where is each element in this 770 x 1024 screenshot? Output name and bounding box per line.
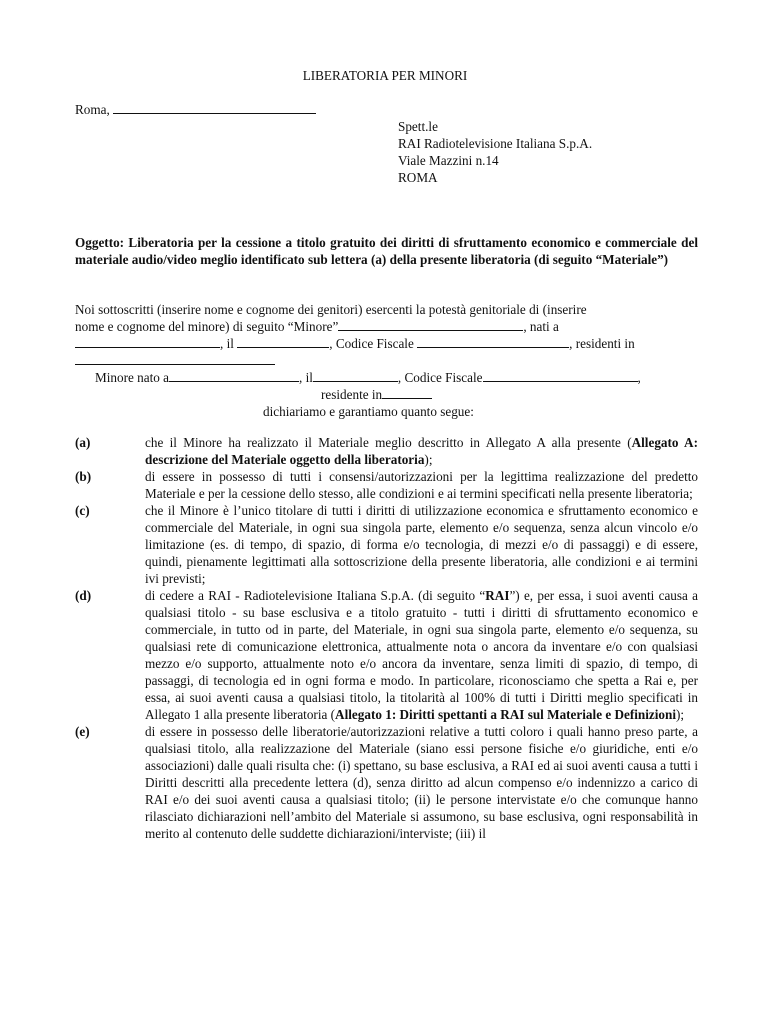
intro-line-4 bbox=[75, 352, 698, 369]
list-item bbox=[75, 434, 698, 468]
place-date-line bbox=[75, 101, 316, 118]
place-label: Roma, bbox=[75, 102, 110, 117]
item-text-part: che il Minore ha realizzato il Materiale meglio descritto in Allegato A alla presente ( bbox=[145, 435, 632, 450]
recipient-line: ROMA bbox=[398, 170, 438, 185]
item-text-part: ); bbox=[676, 707, 685, 722]
item-label: (d) bbox=[75, 588, 92, 603]
minor-born-label: Minore nato a bbox=[95, 370, 169, 385]
tax-code-blank bbox=[417, 335, 569, 348]
intro-line-6 bbox=[75, 386, 698, 403]
item-label: (a) bbox=[75, 435, 91, 450]
tax-code-label: , Codice Fiscale bbox=[329, 336, 414, 351]
item-text-part: di cedere a RAI - Radiotelevisione Italiana S.p.A. (di seguito “ bbox=[145, 588, 486, 603]
item-text-bold: RAI bbox=[485, 588, 510, 603]
item-label: (b) bbox=[75, 469, 92, 484]
date-label: , il bbox=[220, 336, 234, 351]
declarations-list bbox=[75, 434, 698, 842]
intro-line-2 bbox=[75, 318, 698, 335]
item-label: (c) bbox=[75, 503, 90, 518]
residence-label: , residenti in bbox=[569, 336, 635, 351]
recipient-line: Viale Mazzini n.14 bbox=[398, 153, 499, 168]
list-item bbox=[75, 468, 698, 502]
item-label: (e) bbox=[75, 724, 90, 739]
residence-blank bbox=[75, 352, 275, 365]
minor-name-blank bbox=[338, 318, 523, 331]
comma: , bbox=[637, 370, 641, 385]
birthdate-blank bbox=[237, 335, 329, 348]
item-text-bold: Allegato A: descrizione del Materiale oggetto della liberatoria bbox=[145, 435, 698, 467]
list-item bbox=[75, 587, 698, 723]
intro-line-1: Noi sottoscritti (inserire nome e cognome dei genitori) esercenti la potestà genitoriale di (inserire bbox=[75, 302, 587, 317]
item-text bbox=[145, 434, 698, 468]
document-title: LIBERATORIA PER MINORI bbox=[302, 68, 468, 83]
item-text: che il Minore è l’unico titolare di tutti i diritti di utilizzazione economica e sfruttamento economico e commerciale del Materiale, in ogni sua singola parte, elemento e/o sequenza, senza alcun vincolo e/o limitazione (es. di tempo, di spazio, di forma e/o tecnologia, di mezzi e/o di passaggi) e di essere, quindi, pienamente legittimati alla sottoscrizione della presente liberatoria, alle condizioni e ai termini ivi previsti; bbox=[145, 503, 698, 586]
list-item bbox=[75, 502, 698, 587]
intro-line-3 bbox=[75, 335, 698, 352]
recipient-line: Spett.le bbox=[398, 119, 438, 134]
item-text-bold: Allegato 1: Diritti spettanti a RAI sul Materiale e Definizioni bbox=[335, 707, 677, 722]
minor-birthplace-blank bbox=[169, 369, 299, 382]
item-text-part: ); bbox=[424, 452, 433, 467]
minor-tax-code-label: , Codice Fiscale bbox=[397, 370, 483, 385]
minor-tax-code-blank bbox=[483, 369, 638, 382]
minor-residence-label: residente in bbox=[321, 387, 383, 402]
item-text: di essere in possesso di tutti i consensi/autorizzazioni per la legittima realizzazione del predetto Materiale e per la cessione dello stesso, alle condizioni e ai termini specificati nella presente liberatoria; bbox=[145, 469, 698, 501]
date-blank bbox=[113, 101, 316, 114]
born-in-label: , nati a bbox=[523, 319, 559, 334]
declaration-intro: dichiariamo e garantiamo quanto segue: bbox=[263, 404, 474, 419]
subject: Oggetto: Liberatoria per la cessione a titolo gratuito dei diritti di sfruttamento economico e commerciale del materiale audio/video meglio identificato sub lettera (a) della presente liberatoria (di seguito “Materiale”) bbox=[75, 235, 698, 267]
intro-line-5 bbox=[75, 369, 698, 386]
item-text: di essere in possesso delle liberatorie/autorizzazioni relative a tutti coloro i quali hanno preso parte, a qualsiasi titolo, alla realizzazione del Materiale (siano essi persone fisiche e/o giuridiche, enti e/o associazioni) dalle quali risulta che: (i) spettano, su base esclusiva, a RAI ed ai suoi aventi causa a tutti i Diritti descritti alla precedente lettera (d), senza diritto ad alcun compenso e/o indennizzo a carico di RAI e/o dei suoi aventi causa a qualsiasi titolo; (ii) le persone intervistate e/o che comunque hanno rilasciato dichiarazioni nell’ambito del Materiale si assumono, su base esclusiva, ogni responsabilità in merito al contenuto delle suddette dichiarazioni/interviste; (iii) il bbox=[145, 724, 698, 841]
minor-date-label: , il bbox=[298, 370, 313, 385]
minor-birthdate-blank bbox=[313, 369, 398, 382]
item-text-part: ”) e, per essa, i suoi aventi causa a qualsiasi titolo - su base esclusiva e a titolo gratuito - tutti i diritti di sfruttamento economico e commerciale, in tutto od in parte, del Materiale, in ogni sua singola parte, elemento e/o sequenza, su qualsiasi rete di comunicazione elettronica, attualmente nota o ancora da inventare e/o con qualsiasi mezzo e/o supporto, attualmente noto e/o ancora da inventare, senza limiti di spazio, di tempo, di passaggi, di tecnologia ed in ogni forma e modo. In particolare, riconosciamo che spetta a Rai e, per essa, ai suoi aventi causa a qualsiasi titolo, la titolarità al 100% di tutti i Diritti meglio specificati in Allegato 1 alla presente liberatoria ( bbox=[145, 588, 698, 722]
list-item bbox=[75, 723, 698, 842]
recipient-address bbox=[398, 118, 592, 186]
minor-label: nome e cognome del minore) di seguito “Minore” bbox=[75, 319, 339, 334]
item-text bbox=[145, 587, 698, 723]
recipient-line: RAI Radiotelevisione Italiana S.p.A. bbox=[398, 136, 593, 151]
birthplace-blank bbox=[75, 335, 220, 348]
minor-residence-blank bbox=[382, 386, 432, 399]
declarants-paragraph bbox=[75, 301, 698, 420]
